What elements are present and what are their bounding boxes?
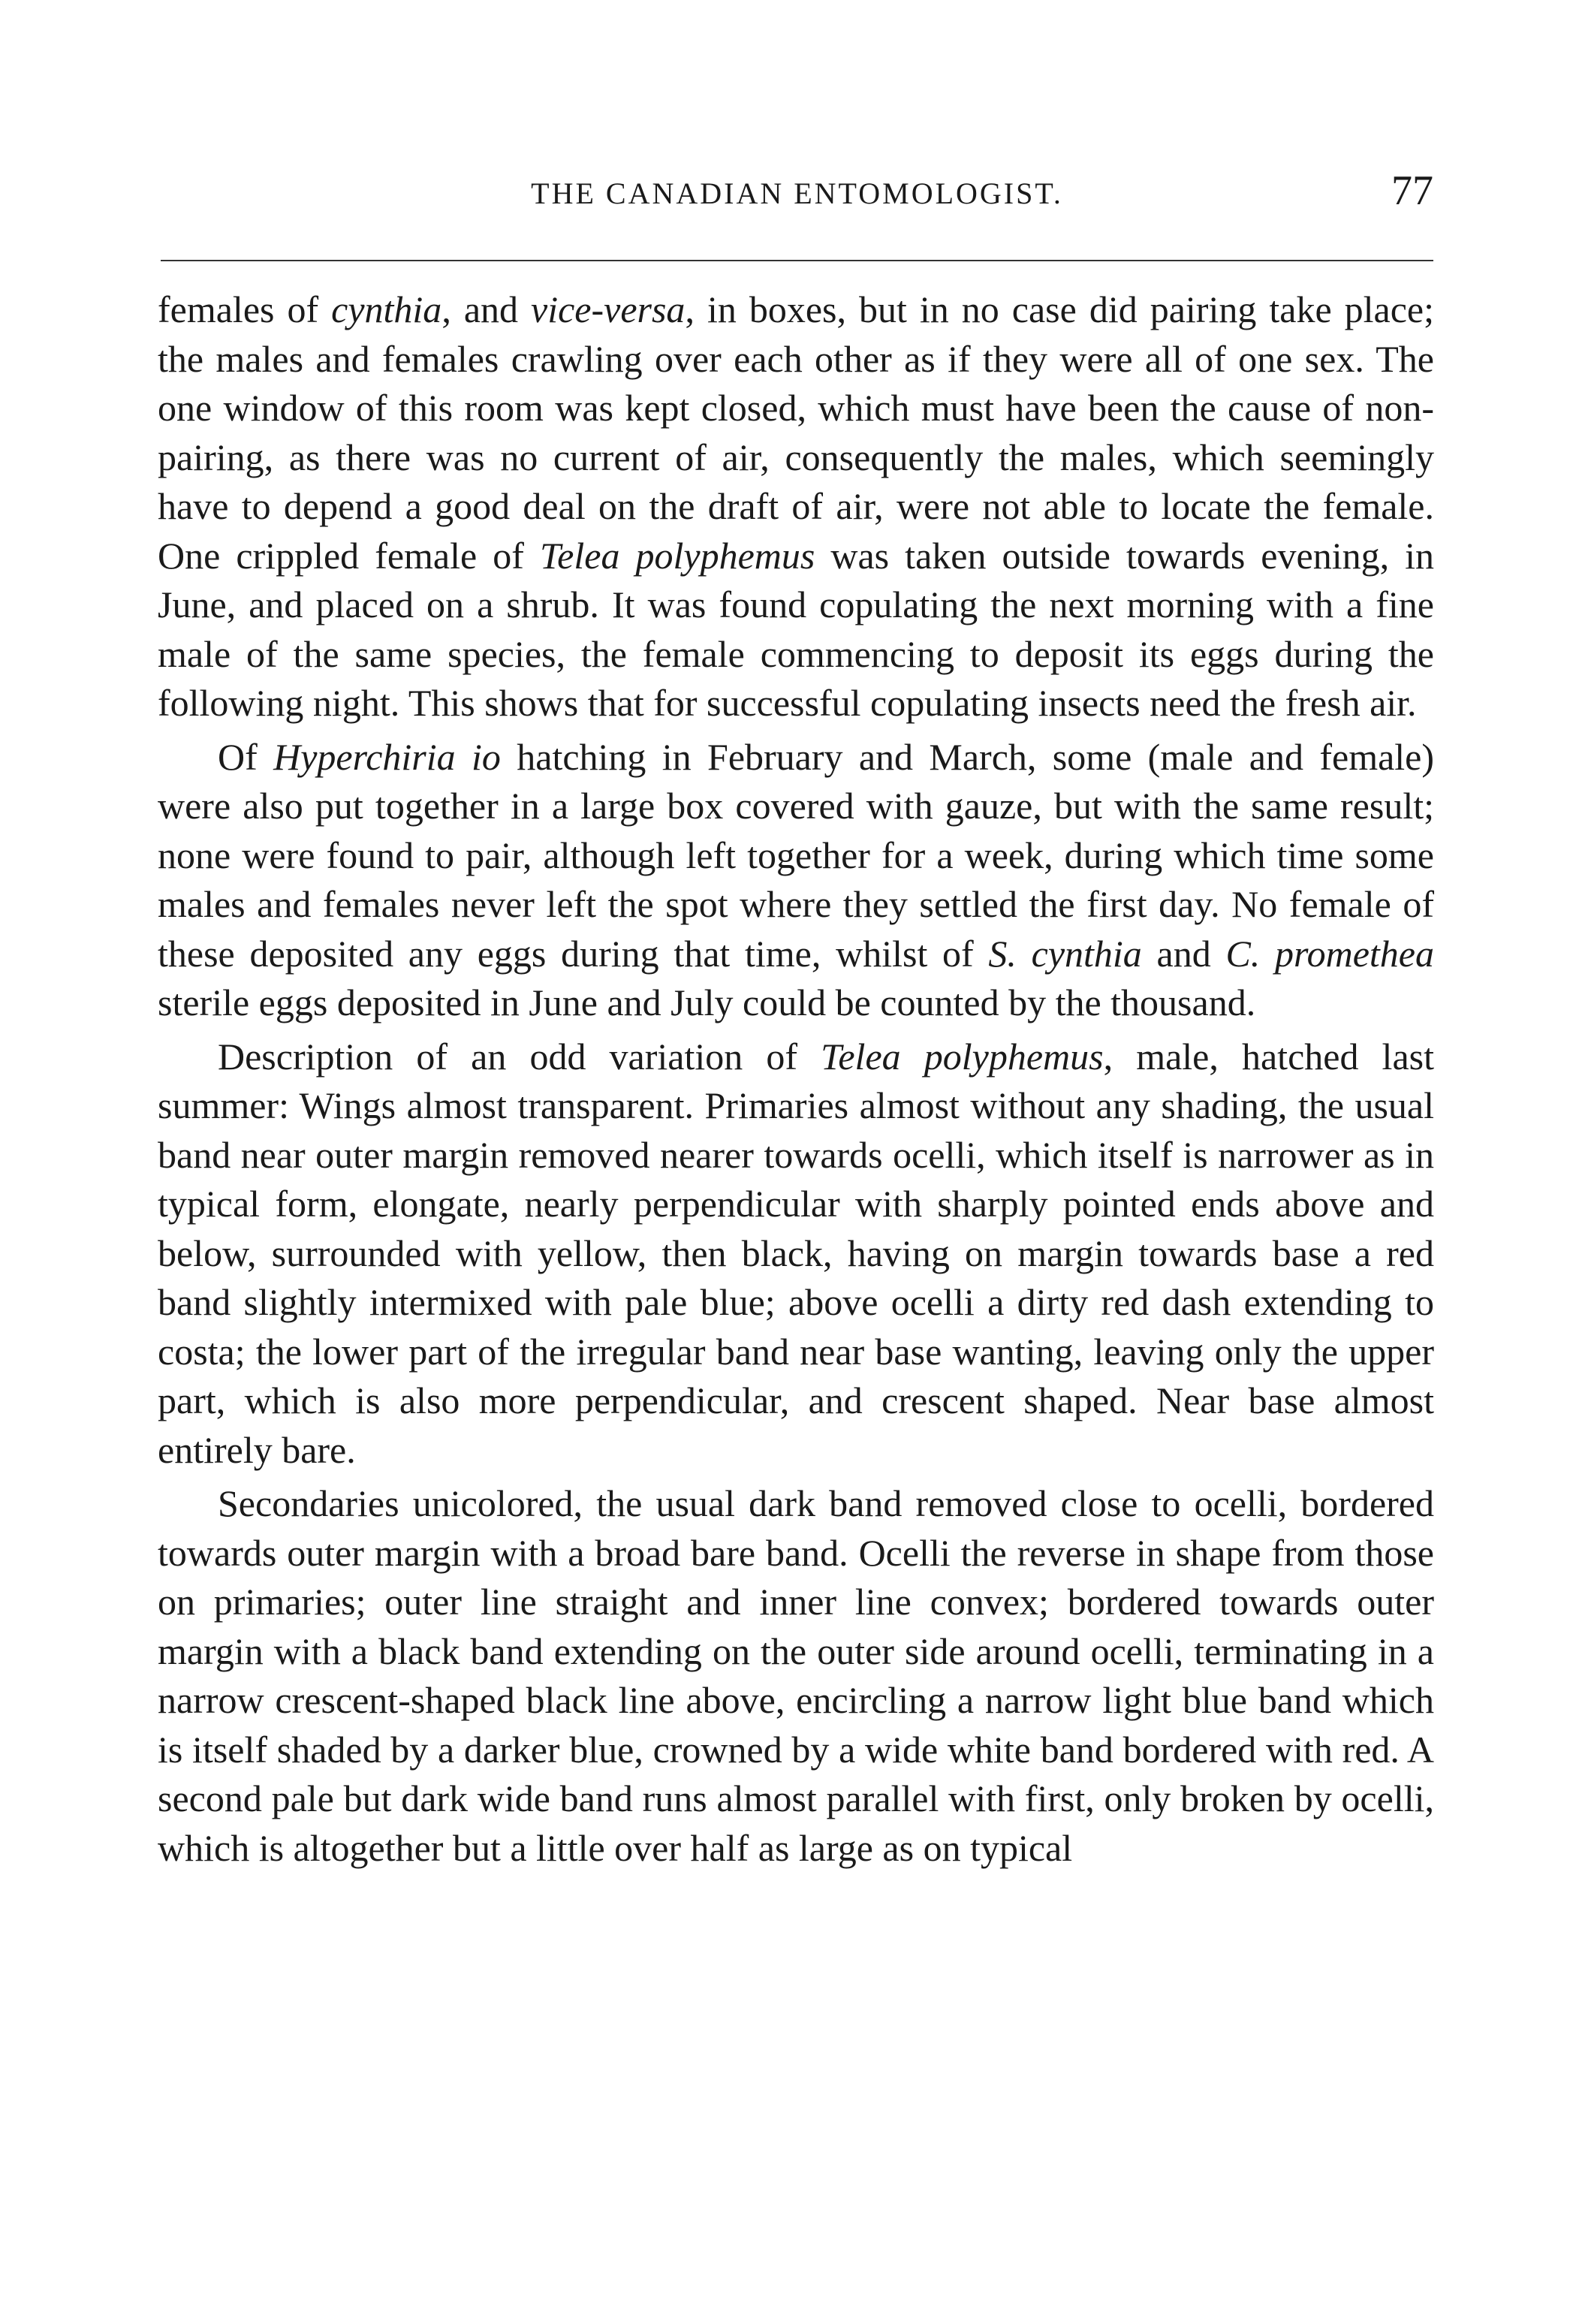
text-run: , and (441, 288, 532, 330)
paragraph (158, 1479, 1434, 1873)
italic-text: S. cynthia (988, 932, 1142, 975)
italic-text: Telea polyphemus (821, 1035, 1104, 1078)
text-run: hatching in February and March, some (male and female) were also put together in a large box covered with gauze, but with the same result; none were found to pair, although left together for a week, during which time some males and females never left the spot where they settled the first day. No female of these deposited any eggs during that time, whilst of (158, 735, 1435, 975)
italic-text: Hyperchiria io (273, 735, 501, 778)
text-run: Secondaries unicolored, the usual dark band removed close to ocelli, bordered towards outer margin with a broad bare band. Ocelli the reverse in shape from those on primaries; outer line straight and inner line convex; bordered towards outer margin with a black band extending on the outer side around ocelli, terminating in a narrow crescent-shaped black line above, encircling a narrow light blue band which is itself shaded by a darker blue, crowned by a wide white band bordered with red. A second pale but dark wide band runs almost parallel with first, only broken by ocelli, which is altogether but a little over half as large as on typical (158, 1482, 1434, 1869)
header-rule (161, 260, 1433, 261)
italic-text: C. promethea (1225, 932, 1434, 975)
article-body (158, 285, 1434, 1873)
italic-text: cynthia (331, 288, 442, 330)
page-number: 77 (1391, 167, 1433, 214)
text-run: Of (218, 735, 274, 778)
text-run: was taken outside towards evening, in June, and placed on a shrub. It was found copulating the next morning with a fine male of the same species, the female commencing to deposit its eggs during the following night. This shows that for successful copulating insects need the fresh air. (158, 534, 1435, 724)
running-head (161, 167, 1433, 215)
paragraph (158, 285, 1434, 728)
paragraph (158, 1032, 1434, 1475)
text-run: and (1141, 932, 1226, 975)
italic-text: vice-versa (531, 288, 686, 330)
italic-text: Telea polyphemus (539, 534, 815, 577)
paragraph (158, 733, 1434, 1028)
text-run: sterile eggs deposited in June and July could be counted by the thousand. (158, 981, 1256, 1023)
text-run: females of (158, 288, 332, 330)
text-run: Description of an odd variation of (218, 1035, 821, 1078)
text-run: , in boxes, but in no case did pairing take place; the males and females crawling over each other as if they were all of one sex. The one window of this room was kept closed, which must have been the cause of non-pairing, as there was no current of air, consequently the males, which seemingly have to depend a good deal on the draft of air, were not able to locate the female. One crippled female of (158, 288, 1434, 577)
journal-title: THE CANADIAN ENTOMOLOGIST. (531, 176, 1063, 210)
text-run: , male, hatched last summer: Wings almost transparent. Primaries almost without any shading, the usual band near outer margin removed nearer towards ocelli, which itself is narrower as in typical form, elongate, nearly perpendicular with sharply pointed ends above and below, surrounded with yellow, then black, having on margin towards base a red band slightly intermixed with pale blue; above ocelli a dirty red dash extending to costa; the lower part of the irregular band near base wanting, leaving only the upper part, which is also more perpendicular, and crescent shaped. Near base almost entirely bare. (158, 1035, 1434, 1471)
